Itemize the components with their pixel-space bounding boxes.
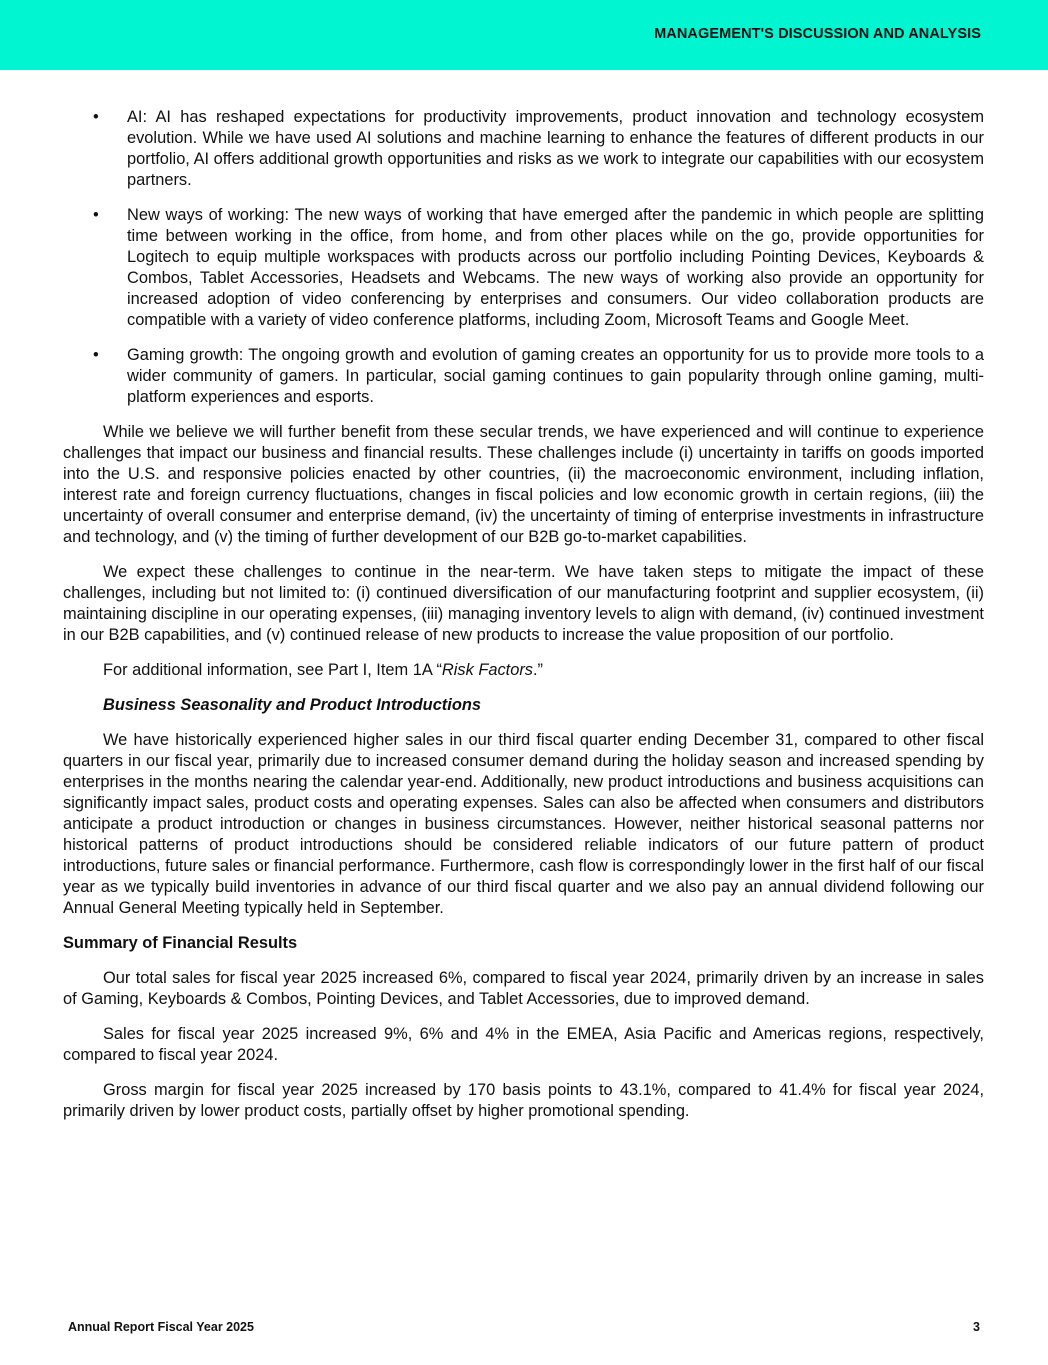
bullet-item-gaming-growth <box>63 345 984 408</box>
bullet-text: AI: AI has reshaped expectations for productivity improvements, product innovation and technology ecosystem evolution. While we have used AI solutions and machine learning to enhance the features of different products in our portfolio, AI offers additional growth opportunities and risks as we work to integrate our capabilities with our ecosystem partners. <box>127 108 984 189</box>
bullet-marker: • <box>93 346 99 364</box>
section-title: MANAGEMENT'S DISCUSSION AND ANALYSIS <box>654 26 981 42</box>
heading-summary: Summary of Financial Results <box>63 934 298 952</box>
paragraph-challenges: We expect these challenges to continue in the near-term. We have taken steps to mitigate the impact of these challenges, including but not limited to: (i) continued diversification of our manufacturing footprint and supplier ecosystem, (ii) maintaining discipline in our operating expenses, (iii) managing inventory levels to align with demand, (iv) continued investment in our B2B capabilities, and (v) continued release of new products to increase the value proposition of our portfolio. <box>63 563 984 644</box>
heading-seasonality: Business Seasonality and Product Introductions <box>103 696 481 714</box>
document-body <box>63 107 984 1136</box>
bullet-marker: • <box>93 108 99 126</box>
paragraph-summary-margin: Gross margin for fiscal year 2025 increased by 170 basis points to 43.1%, compared to 41.4% for fiscal year 2024, primarily driven by lower product costs, partially offset by higher promotional spending. <box>63 1081 984 1120</box>
paragraph-trends: While we believe we will further benefit from these secular trends, we have experienced and will continue to experience challenges that impact our business and financial results. These challenges include (i) uncertainty in tariffs on goods imported into the U.S. and responsive policies enacted by other countries, (ii) the macroeconomic environment, including inflation, interest rate and foreign currency fluctuations, changes in fiscal policies and low economic growth in certain regions, (iii) the uncertainty of overall consumer and enterprise demand, (iv) the uncertainty of timing of enterprise investments in infrastructure and technology, and (v) the timing of further development of our B2B go-to-market capabilities. <box>63 423 984 546</box>
additional-info-suffix: .” <box>532 661 543 679</box>
paragraph-additional-info <box>63 660 984 681</box>
bullet-item-ai <box>63 107 984 191</box>
bullet-item-new-ways-of-working <box>63 205 984 331</box>
header-band <box>0 0 1048 70</box>
paragraph-seasonality: We have historically experienced higher sales in our third fiscal quarter ending December 31, compared to other fiscal quarters in our fiscal year, primarily due to increased consumer demand during the holiday season and increased spending by enterprises in the months nearing the calendar year-end. Additionally, new product introductions and business acquisitions can significantly impact sales, product costs and operating expenses. Sales can also be affected when consumers and distributors anticipate a product introduction or changes in business circumstances. However, neither historical seasonal patterns nor historical patterns of product introductions should be considered reliable indicators of our future pattern of product introductions, future sales or financial performance. Furthermore, cash flow is correspondingly lower in the first half of our fiscal year as we typically build inventories in advance of our third fiscal quarter and we also pay an annual dividend following our Annual General Meeting typically held in September. <box>63 731 984 917</box>
risk-factors-reference: Risk Factors <box>441 661 533 679</box>
bullet-marker: • <box>93 206 99 224</box>
page-number: 3 <box>973 1320 980 1334</box>
paragraph-summary-sales: Our total sales for fiscal year 2025 increased 6%, compared to fiscal year 2024, primarily driven by an increase in sales of Gaming, Keyboards & Combos, Pointing Devices, and Tablet Accessories, due to improved demand. <box>63 969 984 1008</box>
additional-info-prefix: For additional information, see Part I, Item 1A “ <box>103 661 442 679</box>
bullet-text: Gaming growth: The ongoing growth and evolution of gaming creates an opportunity for us to provide more tools to a wider community of gamers. In particular, social gaming continues to gain popularity through online gaming, multi-platform experiences and esports. <box>127 346 984 406</box>
bullet-text: New ways of working: The new ways of working that have emerged after the pandemic in which people are splitting time between working in the office, from home, and from other places while on the go, provide opportunities for Logitech to equip multiple workspaces with products across our portfolio including Pointing Devices, Keyboards & Combos, Tablet Accessories, Headsets and Webcams. The new ways of working also provide an opportunity for increased adoption of video conferencing by enterprises and consumers. Our video collaboration products are compatible with a variety of video conference platforms, including Zoom, Microsoft Teams and Google Meet. <box>127 206 984 329</box>
paragraph-summary-regions: Sales for fiscal year 2025 increased 9%, 6% and 4% in the EMEA, Asia Pacific and Americas regions, respectively, compared to fiscal year 2024. <box>63 1025 984 1064</box>
footer-report-title: Annual Report Fiscal Year 2025 <box>68 1320 254 1334</box>
